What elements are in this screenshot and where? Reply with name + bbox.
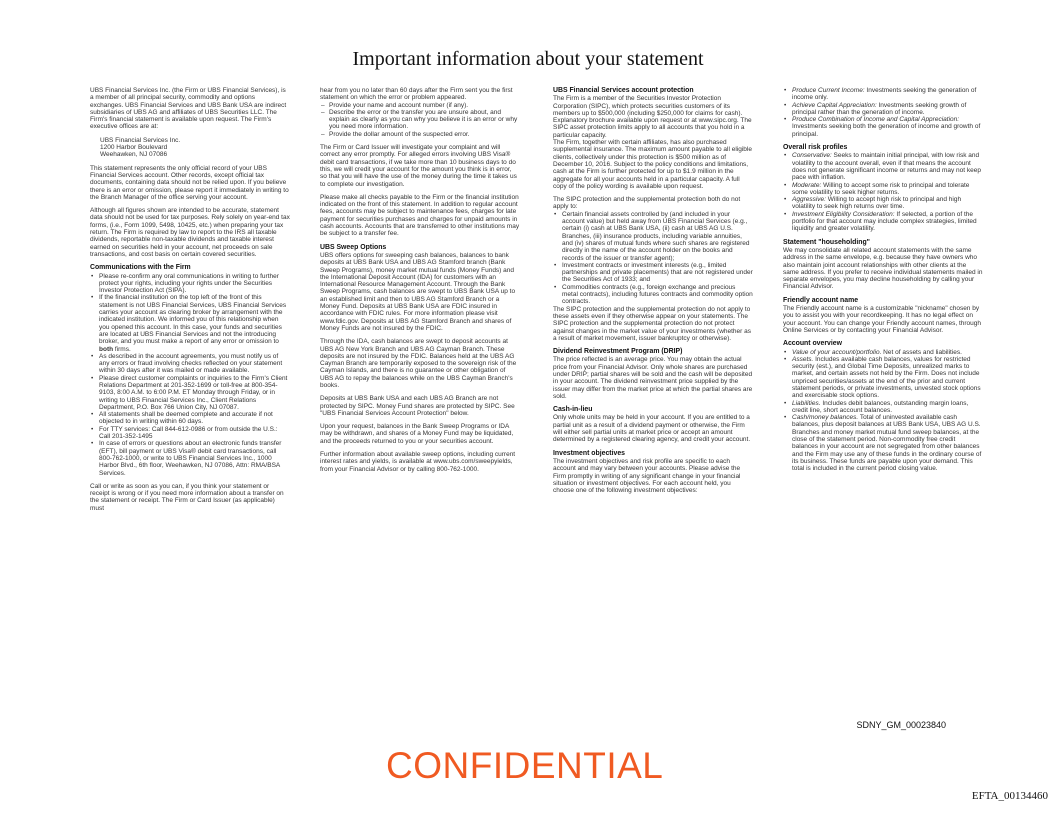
sweep-heading: UBS Sweep Options bbox=[320, 243, 387, 251]
definition: If selected, a portion of the portfolio for that account may include complex strategies, limited liquidity and greater volatility. bbox=[792, 210, 977, 233]
definition: Includes available cash balances, values for restricted security (est.), and Global Time Deposits, unrealized marks to market, and certain assets not held by the Firm. Does not include unpriced securities/assets at the end of the prior and current statement periods, or private investments, unvested stock options and exercisable stock options. bbox=[792, 355, 981, 400]
list-item bbox=[792, 152, 983, 181]
term: Produce Combination of Income and Capital Appreciation: bbox=[792, 116, 960, 124]
further-info-paragraph: Further information about available sweep options, including current interest rates and yields, is available at www.ubs.com/sweepyields, from your Financial Advisor or by calling 800-762-1000. bbox=[320, 451, 516, 473]
householding-paragraph: We may consolidate all related account statements with the same address in the same envelope, e.g. because they have owners who also maintain joint account relationships with other clients at the same address. If you prefer to receive individual statements mailed in separate envelopes, you may decline householding by calling your Financial Advisor. bbox=[783, 246, 983, 291]
list-item bbox=[792, 211, 983, 233]
definition: Net of assets and liabilities. bbox=[881, 348, 962, 356]
term: Cash/money balances. bbox=[792, 414, 859, 422]
drip-heading: Dividend Reinvestment Program (DRIP) bbox=[553, 348, 683, 356]
bates-number: SDNY_GM_00023840 bbox=[856, 720, 946, 730]
term: Conservative: bbox=[792, 152, 832, 160]
firm-address bbox=[100, 137, 290, 159]
column-1 bbox=[90, 87, 290, 518]
error-steps-list bbox=[320, 102, 520, 138]
objectives-paragraph: The investment objectives and risk profile are specific to each account and may vary between your accounts. Please advise the Firm promptly in writing of any significant change in your financial situation or investment objectives. For each account held, you choose one of the following investment objectives: bbox=[553, 457, 741, 495]
list-item: • All statements shall be deemed complete and accurate if not objected to in writing within 60 days. bbox=[99, 411, 290, 426]
term: Investment Eligibility Consideration: bbox=[792, 210, 895, 218]
risk-heading: Overall risk profiles bbox=[783, 144, 848, 152]
householding-heading: Statement "householding" bbox=[783, 238, 870, 246]
overview-list bbox=[783, 349, 983, 473]
page-title: Important information about your statement bbox=[352, 48, 704, 70]
list-item bbox=[99, 294, 290, 352]
list-item bbox=[792, 116, 983, 138]
list-item bbox=[792, 356, 983, 400]
column-3 bbox=[553, 87, 753, 500]
list-item: – Provide your name and account number (if any). bbox=[329, 102, 520, 109]
cash-in-lieu-heading: Cash-in-lieu bbox=[553, 406, 593, 414]
definition: Investments seeking both the generation of income and growth of principal. bbox=[792, 123, 981, 138]
bold-word: both bbox=[99, 345, 114, 353]
list-item: • Commodities contracts (e.g., foreign exchange and precious metal contracts), including futures contracts and commodity option contracts. bbox=[562, 284, 753, 306]
investigation-paragraph: The Firm or Card Issuer will investigate your complaint and will correct any error promptly. For alleged errors involving UBS Visa® debit card transactions, if we take more than 10 business days to do this, we will credit your account for the amount you think is in error, so that you will have the use of the money during the time it takes us to complete our investigation. bbox=[320, 144, 517, 188]
definition: Investments seeking the generation of income only. bbox=[792, 87, 977, 102]
list-item: • Please direct customer complaints or inquiries to the Firm's Client Relations Department at 201-352-1699 or toll-free at 800-354-9103, 8:00 A.M. to 6:00 P.M. ET Monday through Friday, or in writing to UBS Financial Services Inc., Client Relations Department, P.O. Box 766 Union City, NJ 07087. bbox=[99, 375, 290, 411]
column-2 bbox=[320, 87, 520, 479]
communications-list bbox=[90, 273, 290, 477]
checks-paragraph: Please make all checks payable to the Firm or the financial institution indicated on the front of this statement. In addition to regular account fees, accounts may be subject to maintenance fees, charges for late payment for securities purchases and charges for unpaid amounts in cash accounts. Accounts that are transferred to other institutions may be subject to a transfer fee. bbox=[320, 193, 520, 238]
list-item-text: If the financial institution on the top left of the front of this statement is not UBS Financial Services, UBS Financial Services carries your account as clearing broker by arrangement with the indicated institution. We informed you of this relationship when you opened this account. In this case, your funds and securities are located at UBS Financial Services and not the introducing broker, and you must make a report of any error or omission to bbox=[99, 294, 287, 346]
list-item: • For TTY services: Call 844-612-0986 or from outside the U.S.: Call 201-352-1495 bbox=[99, 426, 290, 441]
communications-heading: Communications with the Firm bbox=[90, 264, 191, 272]
list-item: • In case of errors or questions about an electronic funds transfer (EFT), bill payment or UBS Visa® debit card transactions, call 800-762-1000, or write to UBS Financial Services Inc., 1000 Harbor Blvd., 6th floor, Weehawken, NJ 07086, Attn: RMA/BSA Services. bbox=[99, 440, 290, 476]
list-item bbox=[792, 400, 983, 415]
objectives-heading: Investment objectives bbox=[553, 449, 625, 457]
tax-paragraph: Although all figures shown are intended to be accurate, statement data should not be used for tax purposes. Rely solely on year-end tax forms, (i.e., Form 1099, 5498, 10425, etc.) when preparing your tax return. The Firm is required by law to report to the IRS all taxable dividends, reportable non-taxable dividends and taxable interest earned on securities held in your account, net proceeds on sale transactions, and cost basis on certain covered securities. bbox=[90, 207, 290, 258]
definition: Willing to accept some risk to principal and tolerate some volatility to seek higher returns. bbox=[792, 181, 970, 196]
protection-paragraph: The Firm is a member of the Securities Investor Protection Corporation (SIPC), which protects securities customers of its members up to $500,000 (including $250,000 for claims for cash). Explanatory brochure available upon request or at www.sipc.org. The SIPC asset protection limits apply to all accounts that you hold in a particular capacity. bbox=[553, 95, 752, 139]
list-item: • Please re-confirm any oral communications in writing to further protect your rights, including your rights under the Securities Investor Protection Act (SIPA). bbox=[99, 273, 290, 295]
column-4 bbox=[783, 87, 983, 479]
list-item bbox=[792, 182, 983, 197]
not-apply-paragraph: The SIPC protection and the supplemental protection both do not apply to: bbox=[553, 196, 741, 211]
efta-number: EFTA_00134460 bbox=[971, 790, 1048, 802]
lead-paragraph: hear from you no later than 60 days after the Firm sent you the first statement on which the error or problem appeared. bbox=[320, 87, 513, 102]
risk-list bbox=[783, 152, 983, 232]
objectives-list bbox=[783, 87, 983, 138]
list-item: – Provide the dollar amount of the suspected error. bbox=[329, 131, 520, 138]
list-item bbox=[792, 349, 983, 356]
supplemental-paragraph: The Firm, together with certain affiliates, has also purchased supplemental insurance. The maximum amount payable to all eligible clients, collectively under this protection is $500 million as of December 10, 2016. Subject to the policy conditions and limitations, cash at the Firm is further protected for up to $1.9 million in the aggregate for all your accounts held in a particular capacity. A full copy of the policy wording is available upon request. bbox=[553, 139, 752, 190]
definition: Seeks to maintain initial principal, with low risk and volatility to the account overall, even if that means the account does not generate significant income or returns and may not keep pace with inflation. bbox=[792, 152, 981, 182]
term: Produce Current Income: bbox=[792, 87, 865, 94]
friendly-name-heading: Friendly account name bbox=[783, 296, 859, 304]
definition: Includes debit balances, outstanding margin loans, credit line, short account balances. bbox=[792, 399, 969, 414]
withdraw-paragraph: Upon your request, balances in the Bank Sweep Programs or IDA may be withdrawn, and shares of a Money Fund may be liquidated, and the proceeds returned to you or your securities account. bbox=[320, 423, 514, 445]
definition: Investments seeking growth of principal rather than the generation of income. bbox=[792, 101, 967, 116]
friendly-name-paragraph: The Friendly account name is a customizable "nickname" chosen by you to assist you with your recordkeeping. It has no legal effect on your account. You can change your Friendly account names, through Online Services or by contacting your Financial Advisor. bbox=[783, 305, 982, 334]
definition: Total of uninvested available cash balances, plus deposit balances at UBS Bank USA, UBS AG U.S. Branches and money market mutual fund sweep balances, at the close of the statement period. Non-commodity free credit balances in your account are not segregated from other balances and the Firm may use any of these funds in the ordinary course of its business. These funds are payable upon your demand. This total is included in the current period closing value. bbox=[792, 414, 982, 473]
market-paragraph: The SIPC protection and the supplemental protection do not apply to these assets even if they otherwise appear on your statements. The SIPC protection and the supplemental protection do not protect against changes in the market value of your investments (whether as a result of market movement, issuer bankruptcy or otherwise). bbox=[553, 305, 751, 342]
sipc-paragraph: Deposits at UBS Bank USA and each UBS AG Branch are not protected by SIPC. Money Fund shares are protected by SIPC. See "UBS Financial Services Account Protection" below. bbox=[320, 395, 515, 417]
term: Achieve Capital Appreciation: bbox=[792, 101, 877, 109]
term: Assets. bbox=[792, 355, 814, 363]
call-paragraph: Call or write as soon as you can, if you think your statement or receipt is wrong or if you need more information about a transfer on the statement or receipt. The Firm or Card Issuer (as applicable) must bbox=[90, 482, 284, 512]
address-line: Weehawken, NJ 07086 bbox=[100, 151, 168, 159]
term: Moderate: bbox=[792, 181, 822, 189]
cash-in-lieu-paragraph: Only whole units may be held in your account. If you are entitled to a partial unit as a result of a dividend payment or otherwise, the Firm will either sell partial units at market price or accept an amount determined by a registered clearing agency, and credit your account. bbox=[553, 414, 751, 444]
official-record-paragraph: This statement represents the only official record of your UBS Financial Services account. Other records, except official tax documents, containing data should not be relied upon. If you believe there is an error or omission, please report it immediately in writing to the Branch Manager of the office serving your account. bbox=[90, 164, 289, 201]
list-item-tail: firms. bbox=[113, 345, 131, 353]
overview-heading: Account overview bbox=[783, 340, 842, 348]
sweep-paragraph: UBS offers options for sweeping cash balances, balances to bank deposits at UBS Bank USA and UBS AG Stamford branch (Bank Sweep Programs), money market mutual funds (Money Funds) and the International Deposit Account (IDA) for customers with an International Resource Management Account. Through the Bank Sweep Programs, cash balances are swept to UBS Bank USA up to an established limit and then to UBS AG Stamford Branch or a Money Fund. Deposits at UBS Bank USA are FDIC insured in accordance with FDIC rules. For more information please visit www.fdic.gov. Deposits at UBS AG Stamford Branch and shares of Money Funds are not insured by the FDIC. bbox=[320, 251, 516, 332]
protection-heading: UBS Financial Services account protection bbox=[553, 87, 694, 94]
term: Liabilities. bbox=[792, 399, 821, 407]
ida-paragraph: Through the IDA, cash balances are swept to deposit accounts at UBS AG New York Branch and UBS AG Cayman Branch. These deposits are not insured by the FDIC. Balances held at the UBS AG Cayman Branch are temporarily exposed to the sovereign risk of the Cayman Islands, and there is no guarantee or other obligation of UBS AG to repay the balances while on the UBS Cayman Branch's books. bbox=[320, 338, 517, 389]
address-line: UBS Financial Services Inc. bbox=[100, 136, 181, 144]
list-item: – Describe the error or the transfer you are unsure about, and explain as clearly as you can why you believe it is an error or why you need more information. bbox=[329, 109, 520, 131]
term: Aggressive: bbox=[792, 196, 826, 204]
list-item bbox=[792, 196, 983, 211]
not-apply-list bbox=[553, 211, 753, 306]
list-item: • As described in the account agreements, you must notify us of any errors or fraud involving checks reflected on your statement within 30 days after it was mailed or made available. bbox=[99, 353, 290, 375]
list-item: • Investment contracts or investment interests (e.g., limited partnerships and private placements) that are not registered under the Securities Act of 1933; and bbox=[562, 262, 753, 284]
drip-paragraph: The price reflected is an average price. You may obtain the actual price from your Financial Advisor. Only whole shares are purchased under DRIP; partial shares will be sold and the cash will be deposited in your account. The dividend reinvestment price supplied by the issuer may differ from the market price at which the partial shares are sold. bbox=[553, 356, 753, 400]
address-line: 1200 Harbor Boulevard bbox=[100, 144, 168, 152]
list-item bbox=[792, 87, 983, 102]
list-item bbox=[792, 102, 983, 117]
list-item: • Certain financial assets controlled by (and included in your account value) but held away from UBS Financial Services (e.g., certain (i) cash at UBS Bank USA, (ii) cash at UBS AG U.S. Branches, (iii) insurance products, including variable annuities, and (iv) shares of mutual funds where such shares are registered directly in the name of the account holder on the books and records of the issuer or transfer agent); bbox=[562, 211, 753, 262]
intro-paragraph: UBS Financial Services Inc. (the Firm or UBS Financial Services), is a member of all principal security, commodity and options exchanges. UBS Financial Services and UBS Bank USA are indirect subsidiaries of UBS AG and affiliates of UBS Securities LLC. The Firm's financial statement is available upon request. The Firm's executive offices are at: bbox=[90, 87, 287, 131]
confidential-stamp: CONFIDENTIAL bbox=[386, 745, 664, 786]
definition: Willing to accept high risk to principal and high volatility to seek high returns over time. bbox=[792, 196, 962, 211]
term: Value of your account/portfolio. bbox=[792, 348, 882, 356]
list-item bbox=[792, 414, 983, 472]
